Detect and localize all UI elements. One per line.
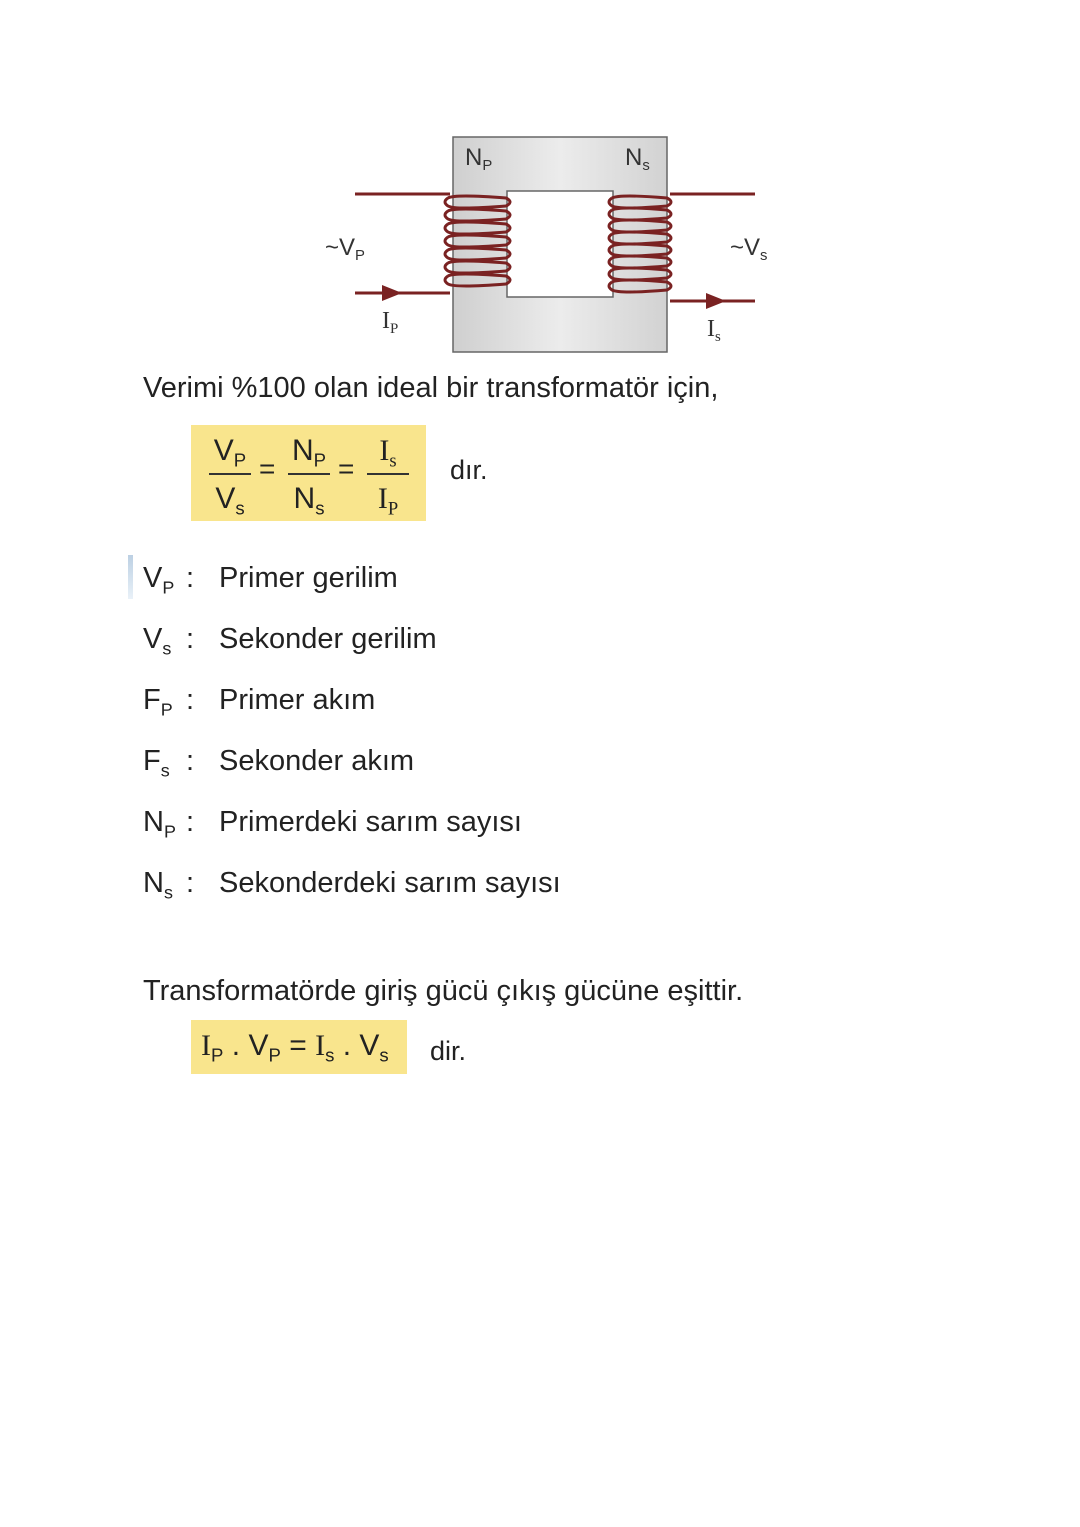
power-statement: Transformatörde giriş gücü çıkış gücüne eşittir.: [143, 975, 744, 1007]
is-current-label: $I_s$: [707, 316, 721, 346]
power-formula-box: [191, 1020, 407, 1074]
np-coil-label: $N_P$: [465, 144, 493, 175]
power-formula-suffix: dir.: [430, 1036, 467, 1066]
ratio-formula-suffix: dır.: [450, 455, 488, 485]
transformer-svg: [300, 110, 800, 370]
primary-current-arrow: [382, 285, 402, 301]
voltage-fraction: $V_P$ $V_s$: [205, 431, 255, 519]
ip-current-label: $I_P$: [382, 308, 399, 338]
scan-edge-mark: [128, 555, 133, 599]
transformer-diagram: [300, 110, 800, 370]
ns-coil-label: $N_s$: [625, 144, 650, 175]
current-fraction: $I_s$ $I_P$: [363, 431, 413, 519]
secondary-current-arrow: [706, 293, 726, 309]
intro-text: Verimi %100 olan ideal bir transformatör için,: [143, 372, 719, 404]
vp-source-label: $\sim V_P$: [325, 234, 365, 265]
vs-output-label: $\sim V_s$: [730, 234, 768, 265]
equals-sign: =: [259, 453, 276, 484]
ratio-formula-box: [191, 425, 426, 521]
turns-fraction: $N_P$ $N_s$: [284, 431, 334, 519]
equals-sign: =: [338, 453, 355, 484]
power-formula: $I_P$ . $V_P = I_s$ . $V_s$: [201, 1029, 389, 1066]
